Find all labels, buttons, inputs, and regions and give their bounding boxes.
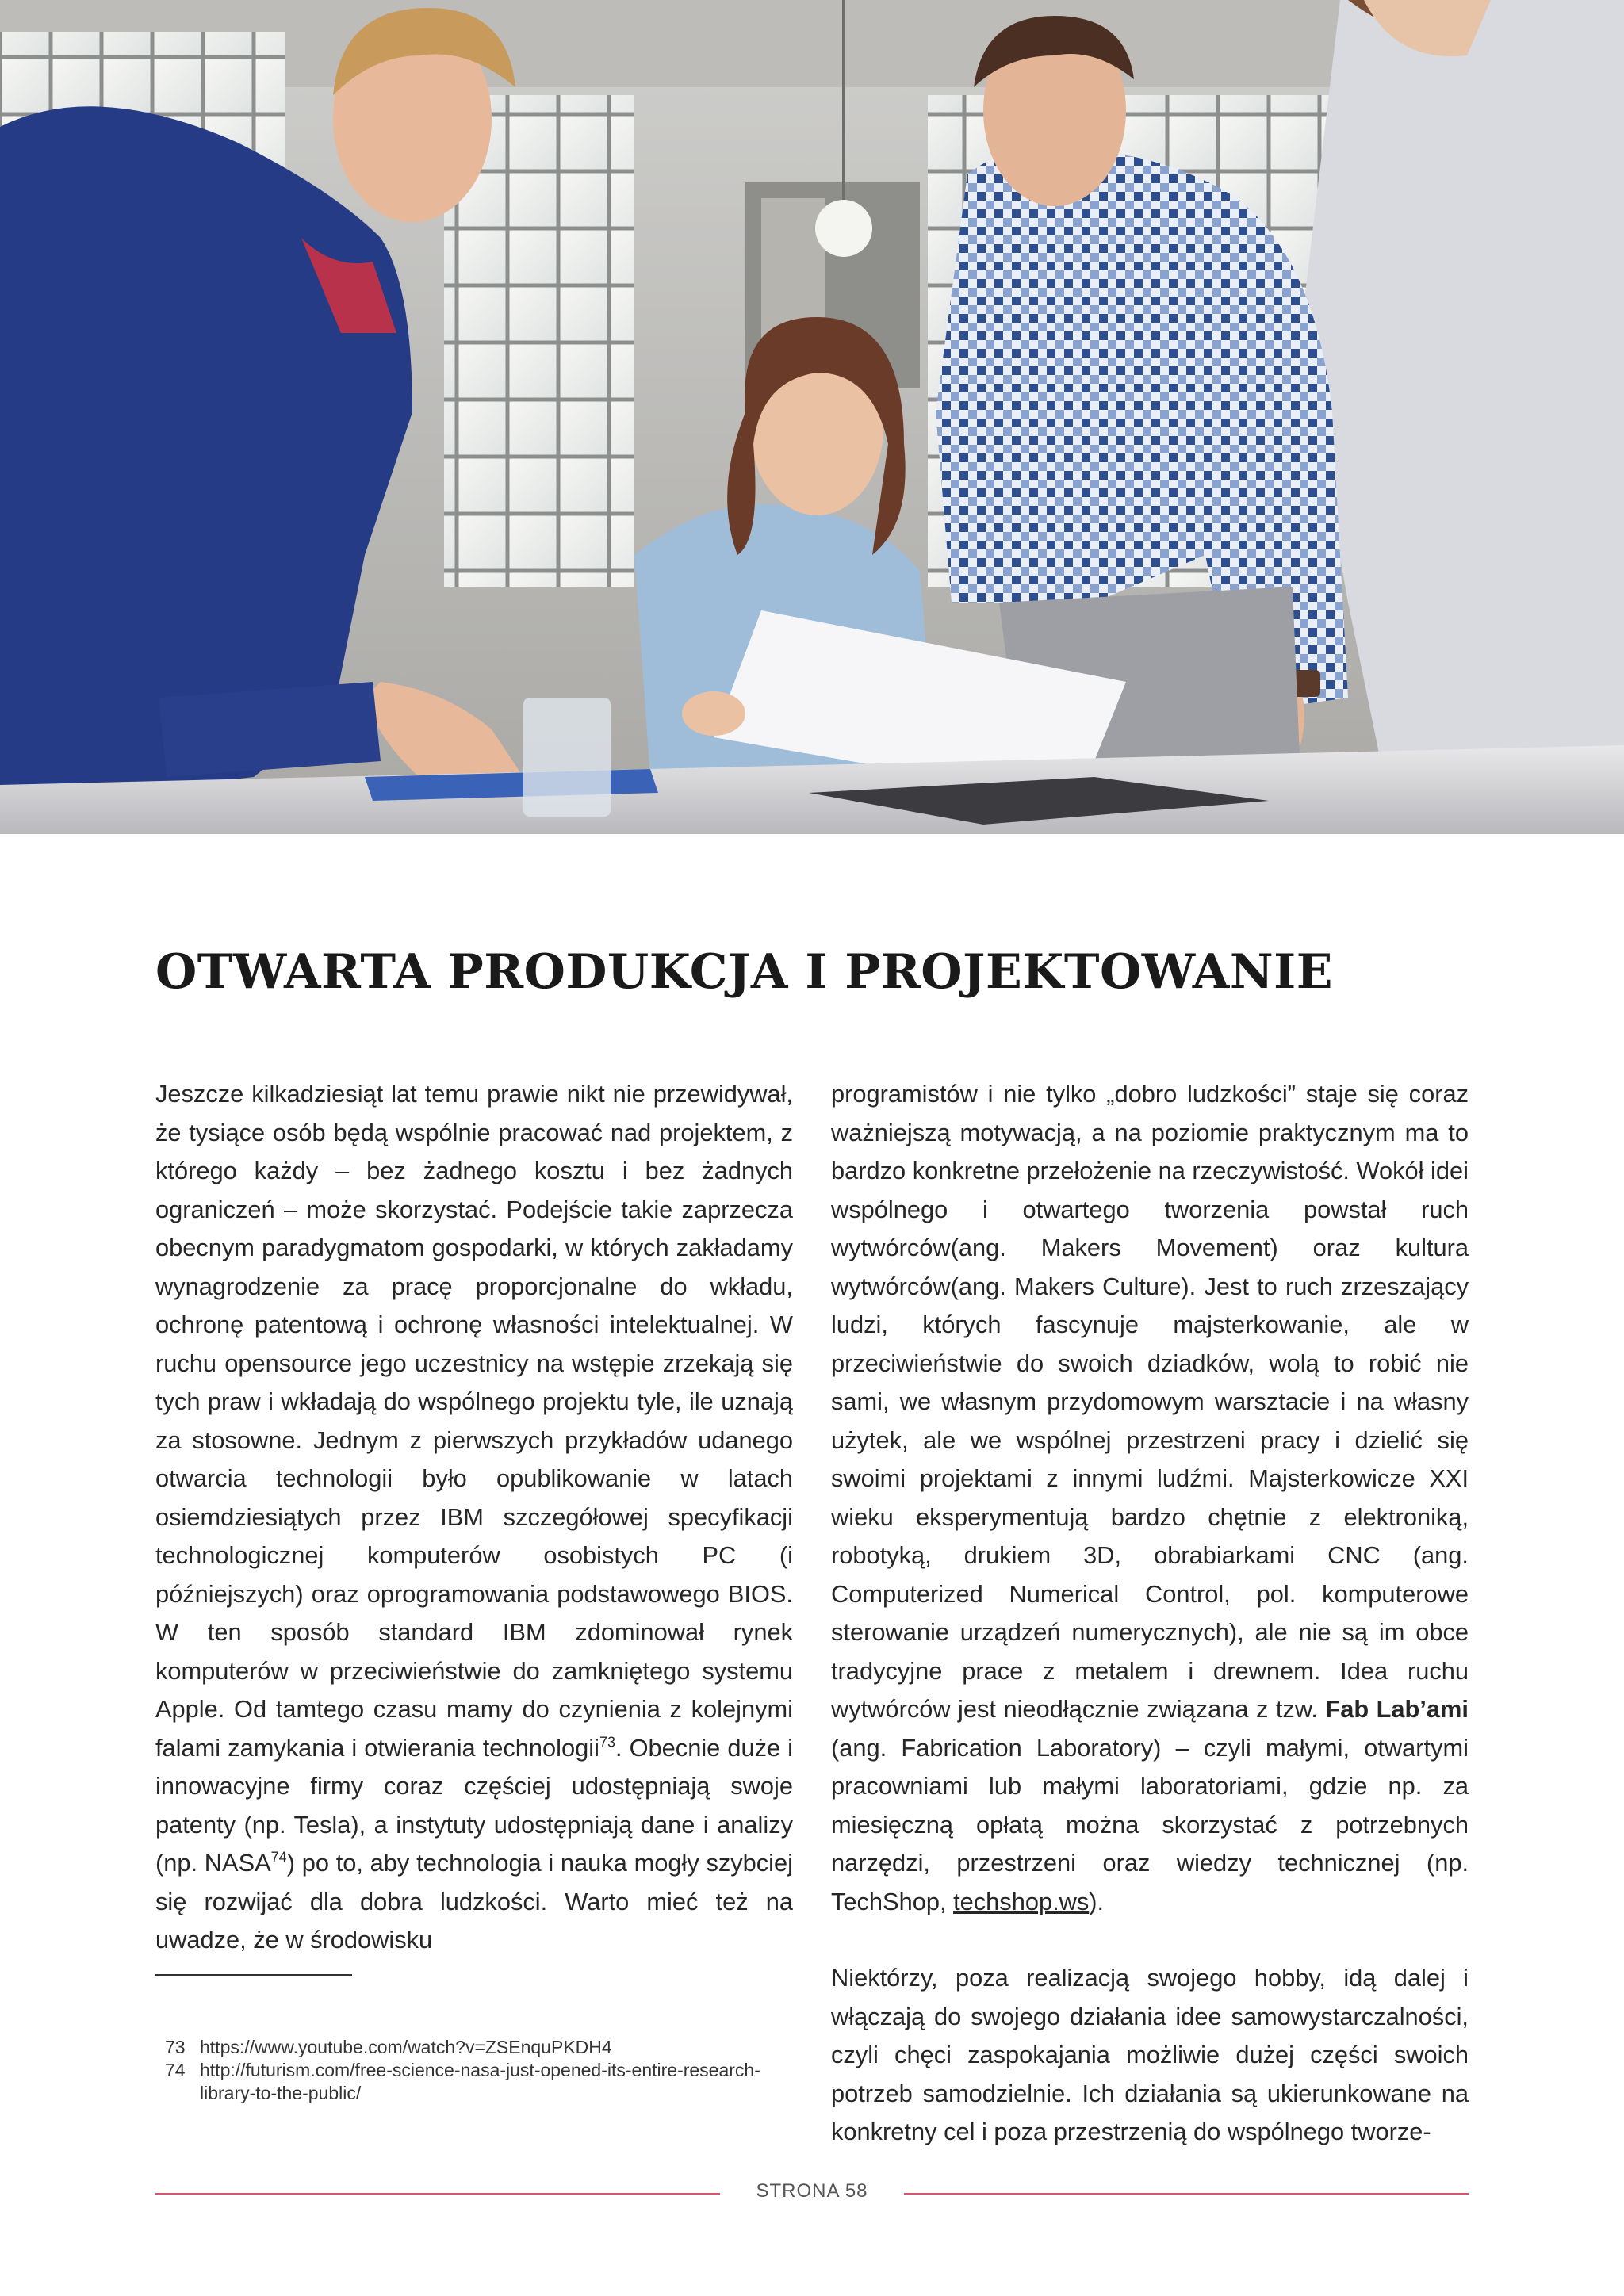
paragraph-text: . Obecnie duże i innowacyjne firmy coraz częściej udostępniają swoje patenty (np. Tesla), a instytuty udostępniają dane i analizy (np. NASA <box>155 1733 793 1877</box>
footnote-url[interactable]: https://www.youtube.com/watch?v=ZSEnquPKDH4 <box>200 2037 612 2057</box>
footnotes <box>165 2036 799 2105</box>
page-title: OTWARTA PRODUKCJA I PROJEKTOWANIE <box>155 944 1333 1000</box>
footnote-number: 74 <box>165 2060 186 2080</box>
bold-term: Fab Lab’ami <box>1325 1695 1469 1723</box>
paragraph-text: ). <box>1089 1887 1105 1915</box>
paragraph <box>831 1075 1469 1921</box>
paragraph-text: (ang. Fabrication Laboratory) – czyli małymi, otwartymi pracowniami lub małymi laboratoriami, gdzie np. za miesięczną opłatą można skorzystać z potrzebnych narzędzi, przestrzeni oraz wiedzy technicznej (np. TechShop, <box>831 1733 1469 1915</box>
footnote-ref-73[interactable]: 73 <box>599 1734 615 1751</box>
footer-rule-left <box>155 2193 720 2195</box>
footnote-number: 73 <box>165 2037 186 2057</box>
paragraph: Niektórzy, poza realizacją swojego hobby, idą dalej i włączają do swojego działania idee samowystarczalności, czyli chęci zaspokajania możliwie dużej części swoich potrzeb samodzielnie. Ich działania są ukierunkowane na konkretny cel i poza przestrzenią do wspólnego tworze- <box>831 1964 1469 2145</box>
paragraph-text: ) po to, aby technologia i nauka mogły szybciej się rozwijać dla dobra ludzkości. Warto mieć też na uwadze, że w środowisku <box>155 1849 793 1954</box>
footnote-divider <box>155 1974 352 1976</box>
footnote-74 <box>165 2059 799 2105</box>
text-column-right <box>831 1075 1469 2152</box>
text-column-left <box>155 1075 793 1960</box>
footnote-ref-74[interactable]: 74 <box>270 1849 287 1866</box>
hero-photo-illustration <box>0 0 1624 834</box>
page-number: STRONA 58 <box>756 2180 868 2202</box>
hero-photo <box>0 0 1624 834</box>
footnote-url[interactable]: http://futurism.com/free-science-nasa-just-opened-its-entire-research-library-to-the-public/ <box>200 2060 760 2103</box>
techshop-link[interactable]: techshop.ws <box>953 1887 1090 1915</box>
paragraph-text: programistów i nie tylko „dobro ludzkości” staje się coraz ważniejszą motywacją, a na poziomie praktycznym ma to bardzo konkretne przełożenie na rzeczywistość. Wokół idei wspólnego i otwartego tworzenia powstał ruch wytwórców(ang. Makers Movement) oraz kultura wytwórców(ang. Makers Culture). Jest to ruch zrzeszający ludzi, których fascynuje majsterkowanie, ale w przeciwieństwie do swoich dziadków, wolą to robić nie sami, we własnym przydomowym warsztacie i na własny użytek, ale we wspólnej przestrzeni pracy i dzielić się swoimi projektami z innymi ludźmi. Majsterkowicze XXI wieku eksperymentują bardzo chętnie z elektroniką, robotyką, drukiem 3D, obrabiarkami CNC (ang. Computerized Numerical Control, pol. komputerowe sterowanie urządzeń numerycznych), ale nie są im obce tradycyjne prace z metalem i drewnem. Idea ruchu wytwórców jest nieodłącznie związana z tzw. <box>831 1080 1469 1723</box>
paragraph <box>155 1075 793 1960</box>
footnote-73 <box>165 2036 799 2059</box>
footer-rule-right <box>904 2193 1469 2195</box>
paragraph-text: Jeszcze kilkadziesiąt lat temu prawie nikt nie przewidywał, że tysiące osób będą wspólnie pracować nad projektem, z którego każdy – bez żadnego kosztu i bez żadnych ograniczeń – może skorzystać. Podejście takie zaprzecza obecnym paradygmatom gospodarki, w których zakładamy wynagrodzenie za pracę proporcjonalne do wkładu, ochronę patentową i ochronę własności intelektualnej. W ruchu opensource jego uczestnicy na wstępie zrzekają się tych praw i wkładają do wspólnego projektu tyle, ile uznają za stosowne. Jednym z pierwszych przykładów udanego otwarcia technologii było opublikowanie w latach osiemdziesiątych przez IBM szczegółowej specyfikacji technologicznej komputerów osobistych PC (i późniejszych) oraz oprogramowania podstawowego BIOS. W ten sposób standard IBM zdominował rynek komputerów w przeciwieństwie do zamkniętego systemu Apple. Od tamtego czasu mamy do czynienia z kolejnymi falami zamykania i otwierania technologii <box>155 1080 793 1762</box>
